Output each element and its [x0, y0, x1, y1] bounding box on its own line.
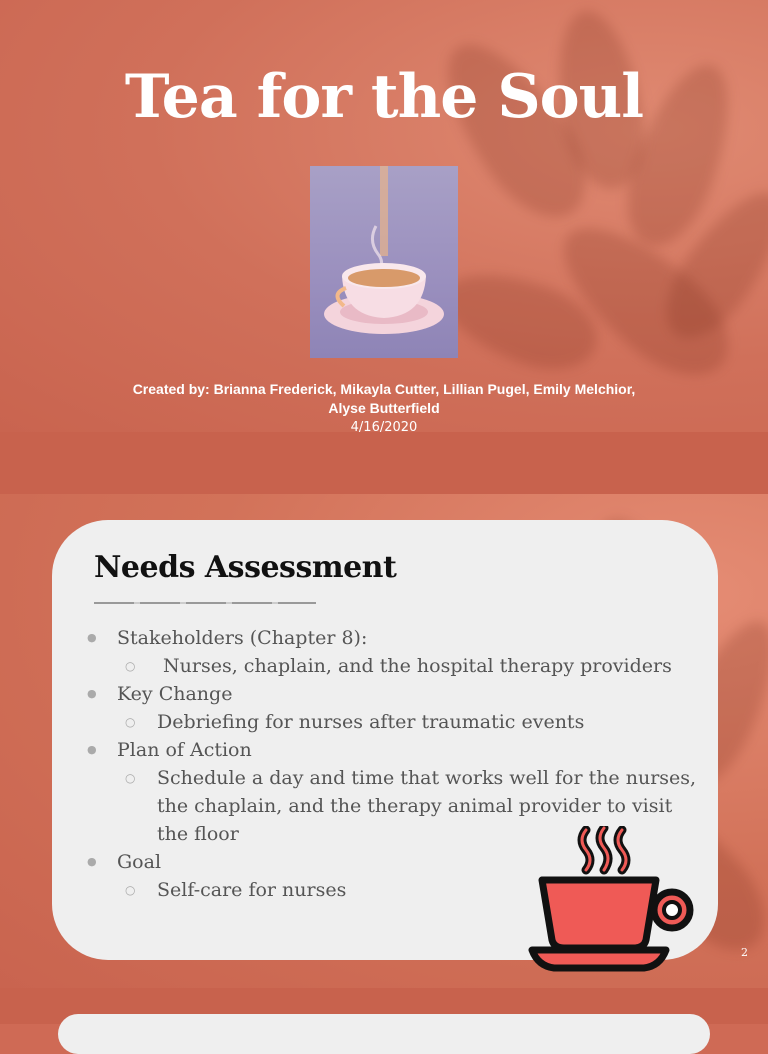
sub-list-item	[117, 708, 707, 736]
page-number: 2	[741, 946, 748, 959]
bullet-label: Goal	[117, 851, 162, 873]
sub-item-text: Debriefing for nurses after traumatic events	[157, 711, 585, 733]
bullet-label: Key Change	[117, 683, 233, 705]
credits	[80, 380, 688, 418]
bullet-label: Stakeholders (Chapter 8):	[117, 627, 368, 649]
title-slide	[0, 0, 768, 432]
list-item	[87, 624, 707, 680]
teacup-illustration	[310, 166, 458, 358]
bullet-label: Plan of Action	[117, 739, 252, 761]
heading-underline	[94, 602, 316, 604]
steaming-cup-icon	[528, 826, 698, 976]
sub-item-text: Nurses, chaplain, and the hospital therapy providers	[157, 655, 672, 677]
next-slide-card	[58, 1014, 710, 1054]
sub-item-text: Schedule a day and time that works well for the nurses, the chaplain, and the therapy animal provider to visit the floor	[157, 767, 697, 845]
needs-assessment-slide	[0, 494, 768, 988]
slide-heading: Needs Assessment	[94, 550, 397, 585]
slide-gap	[0, 432, 768, 494]
sub-item-text: Self-care for nurses	[157, 879, 347, 901]
sub-list-item	[117, 652, 707, 680]
credits-line: Alyse Butterfield	[328, 400, 440, 416]
credits-line: Created by: Brianna Frederick, Mikayla Cutter, Lillian Pugel, Emily Melchior,	[132, 381, 636, 397]
presentation-date: 4/16/2020	[350, 420, 418, 432]
slide-title: Tea for the Soul	[124, 62, 644, 132]
list-item	[87, 680, 707, 736]
